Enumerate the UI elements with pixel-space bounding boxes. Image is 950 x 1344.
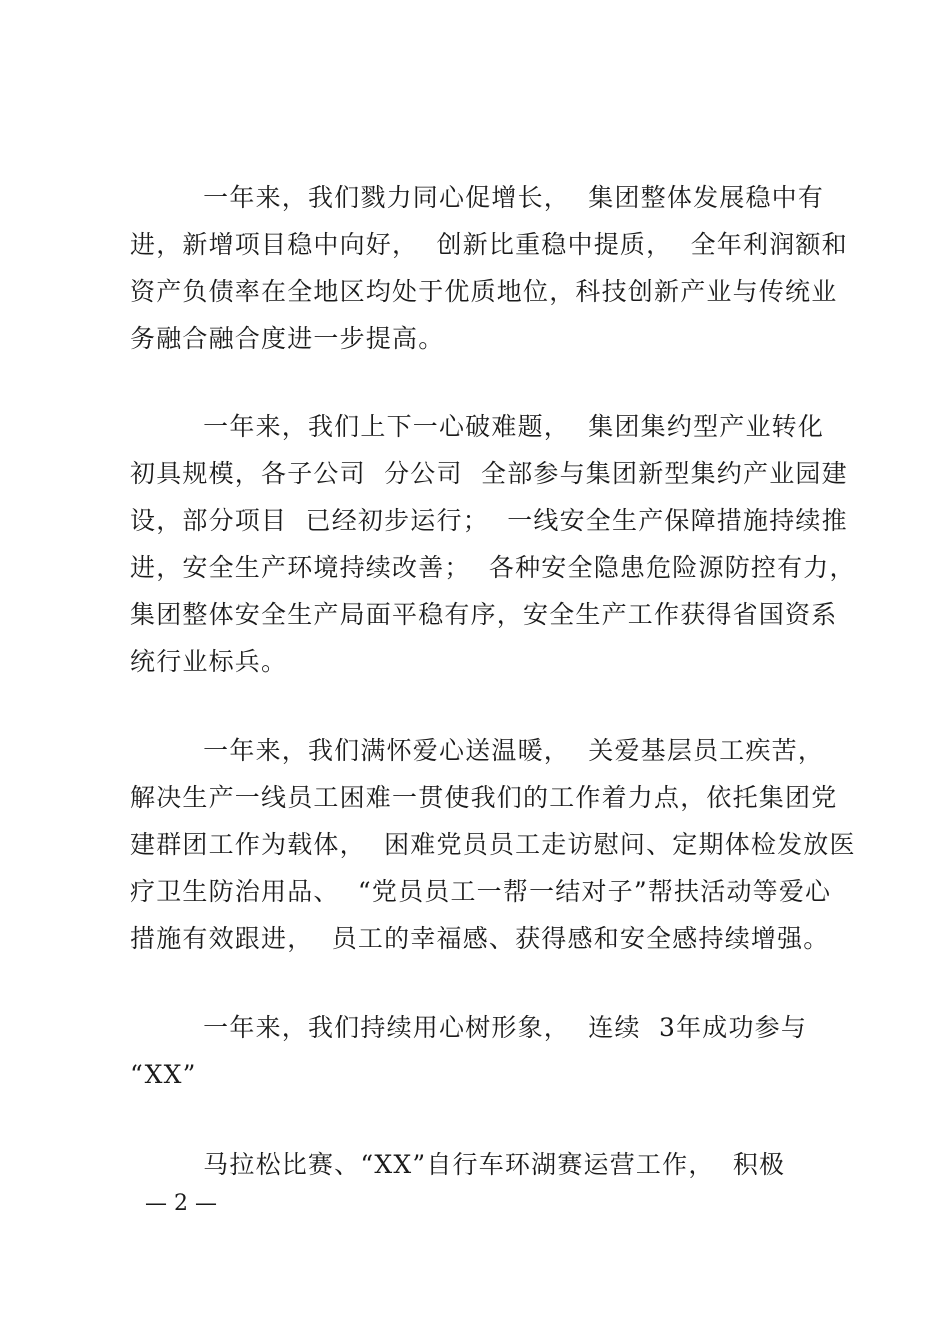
paragraph-1-line-3: 资产负债率在全地区均处于优质地位，科技创新产业与传统业 (130, 277, 838, 306)
paragraph-3-line-1: 一年来，我们满怀爱心送温暖， 关爱基层员工疾苦， (130, 736, 825, 765)
paragraph-3-line-2: 解决生产一线员工困难一贯使我们的工作着力点，依托集团党 (130, 783, 838, 812)
paragraph-1-line-1: 一年来，我们戮力同心促增长， 集团整体发展稳中有 (130, 183, 825, 212)
paragraph-2-line-4: 进，安全生产环境持续改善； 各种安全隐患危险源防控有力， (130, 553, 856, 582)
paragraph-3-line-3: 建群团工作为载体， 困难党员员工走访慰问、定期体检发放医 (130, 830, 856, 859)
paragraph-2-line-6: 统行业标兵。 (130, 647, 288, 676)
paragraph-2-line-5: 集团整体安全生产局面平稳有序，安全生产工作获得省国资系 (130, 600, 838, 629)
paragraph-1-line-2: 进，新增项目稳中向好， 创新比重稳中提质， 全年利润额和 (130, 230, 848, 259)
paragraph-5-line-1: 马拉松比赛、“XX”自行车环湖赛运营工作， 积极 (130, 1150, 786, 1179)
paragraph-3-line-5: 措施有效跟进， 员工的幸福感、获得感和安全感持续增强。 (130, 924, 830, 953)
paragraph-4-line-2: “XX” (130, 1060, 197, 1089)
paragraph-2-line-3: 设，部分项目 已经初步运行； 一线安全生产保障措施持续推 (130, 506, 848, 535)
paragraph-2-line-2: 初具规模，各子公司 分公司 全部参与集团新型集约产业园建 (130, 459, 848, 488)
page-number: — 2 — (145, 1191, 217, 1216)
paragraph-2-line-1: 一年来，我们上下一心破难题， 集团集约型产业转化 (130, 412, 825, 441)
paragraph-4-line-1: 一年来，我们持续用心树形象， 连续 3年成功参与 (130, 1013, 808, 1042)
paragraph-1-line-4: 务融合融合度进一步提高。 (130, 324, 445, 353)
paragraph-3-line-4: 疗卫生防治用品、 “党员员工一帮一结对子”帮扶活动等爱心 (130, 877, 832, 906)
